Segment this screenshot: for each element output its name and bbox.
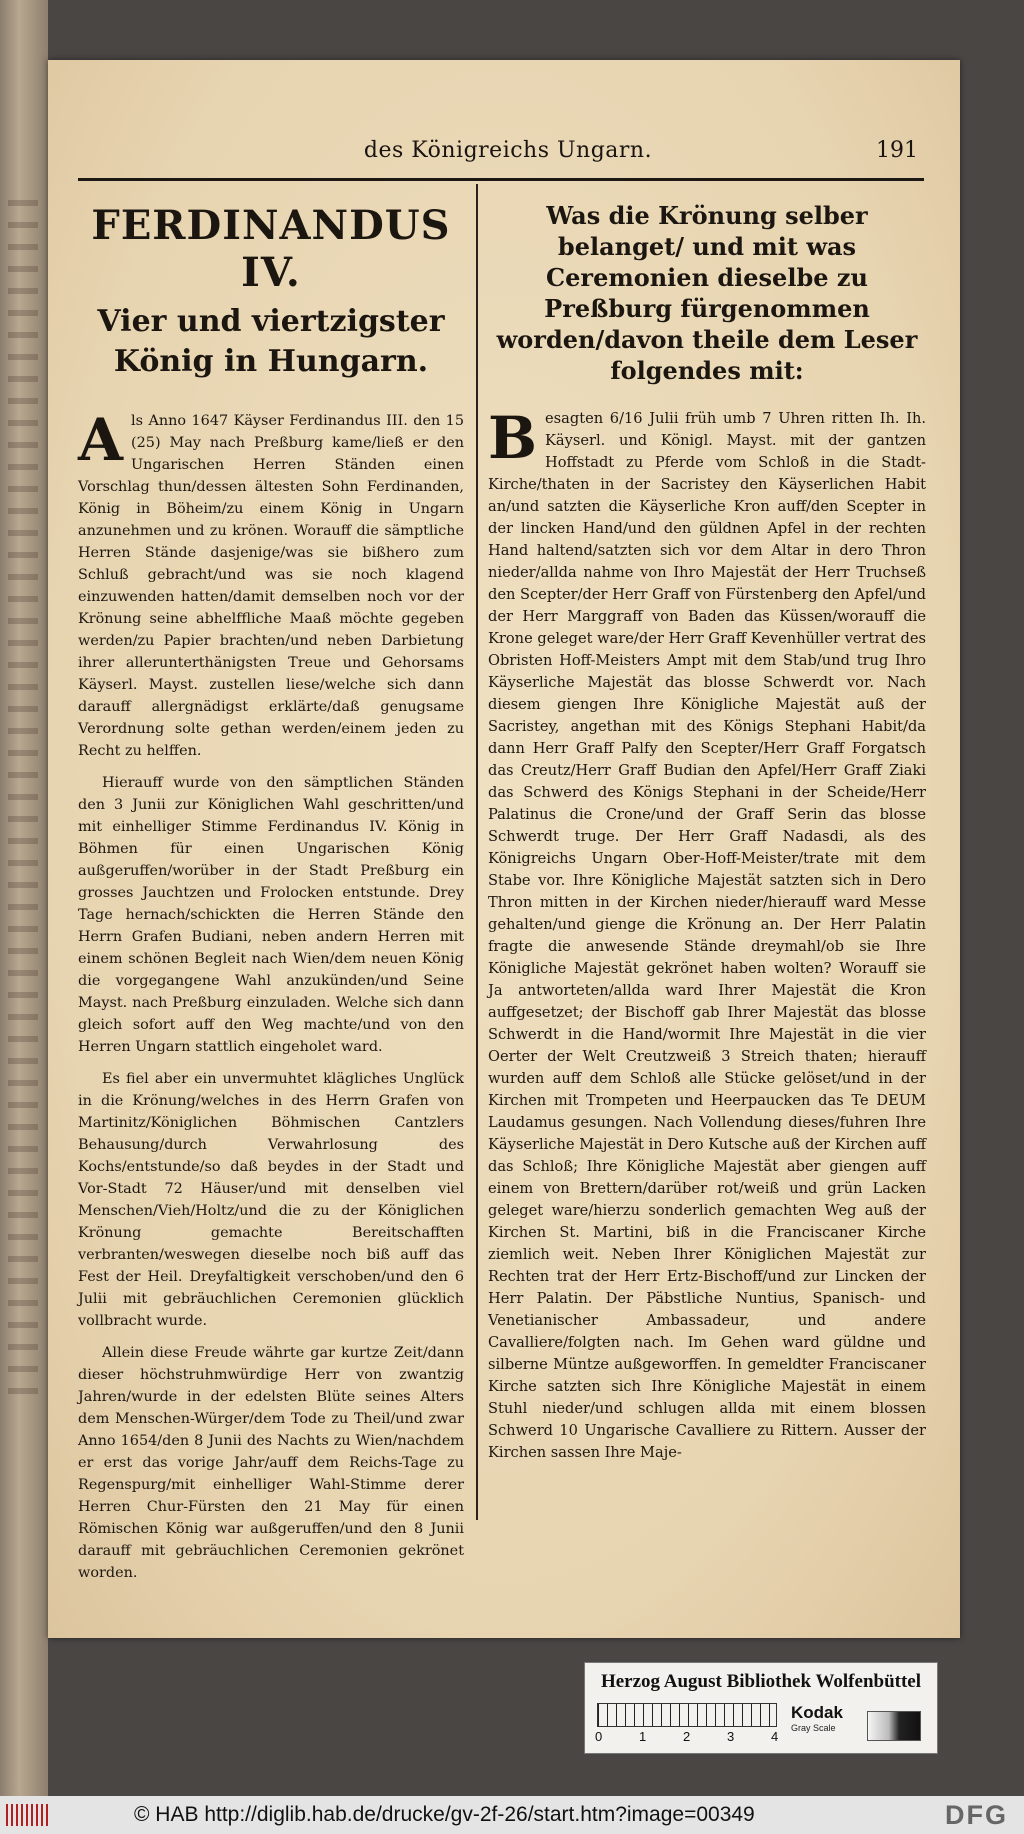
adjacent-page-edge xyxy=(0,0,48,1800)
gray-scale-swatch xyxy=(867,1711,921,1741)
paragraph-text: esagten 6/16 Julii früh umb 7 Uhren ritten Ih. Ih. Käyserl. und Königl. Mayst. mit der gantzen Hoffstadt zu Pferde vom Schloß in die Stadt-Kirche/thaten in der Sacristey den Käyserlichen Habit an/und satzten die Käyserliche Kron auff/den Scepter in der lincken Hand/und den güldnen Apfel in der rechten Hand haltend/satzten sich vor dem Altar in dero Thron nieder/allda nahme von Ihro Majestät der Herr Truchseß den Scepter/der Herr Graff von Fürstenberg den Apfel/und der Herr Marggraff von Baden das Küssen/worauff die Krone geleget ware/der Herr Graff Kevenhüller vertrat des Obristen Hoff-Meisters Ampt mit dem Stab/und trug Ihro Käyserliche Majestät das blosse Schwerdt vor. Nach diesem giengen Ihre Königliche Majestät auß der Sacristey, angethan mit des Königs Stephani Habit/da dann Herr Graff Palfy den Scepter/Herr Graff Forgatsch das Creutz/Herr Graff Budian den Apfel/Herr Graff Ziaki das Schwerd des Königs Stephani in der Scheide/Herr Palatinus die Crone/und der Graff Serin das blosse Schwerdt truge. Der Herr Graff Nadasdi, als des Königreichs Ungarn Ober-Hoff-Meister/trate mit dem Stabe vor. Ihre Königliche Majestät satzten sich in Dero Thron mitten in der Kirchen nieder/hierauff ward Messe gehalten/und gienge die Krönung an. Der Herr Palatin fragte die anwesende Stände dreymahl/ob sie Ihre Königliche Majestät gekrönet haben wolten? Worauff sie Ja antworteten/allda ward Ihrer Majestät die Kron auffgesetzet; der Bischoff gab Ihrer Majestät das blosse Schwerdt in die Hand/wormit Ihre Majestät in die vier Oerter der Welt Creutzweiß 3 Streich thaten; hierauff wurden auff dem Schloß alle Stücke gelöset/und in der Kirchen mit Trompeten und Heerpaucken das Te DEUM Laudamus gesungen. Nach Vollendung dieses/fuhren Ihre Käyserliche Majestät in Dero Kutsche auß der Kirchen auff das Schloß; Ihre Königliche Majestät aber giengen auff einem von Brettern/darüber rot/weiß und grün Lacken geleget ware/hierzu sonderlich gemachten Weg auß der Kirchen St. Martini, biß in die Franciscaner Kirche ziemlich weit. Neben Ihrer Königlichen Majestät zur Rechten trat der Herr Ertz-Bischoff/und zur Lincken der Herr Palatin. Der Päbstliche Nuntius, Spanisch- und Venetianischer Ambassadeur, und andere Cavalliere/folgten nach. Im Gehen ward güldne und silberne Müntze außgeworffen. In gemeldter Franciscaner Kirche satzten sich Ihre Königliche Majestät in einem Stuhl nieder/und schlugen allda mit einem blossen Schwerd 10 Ungarische Cavalliere zu Rittern. Ausser der Kirchen sassen Ihre Maje- xyxy=(488,410,927,1461)
paragraph: Hierauff wurde von den sämptlichen Ständen den 3 Junii zur Königlichen Wahl geschritten/und mit einhelliger Stimme Ferdinandus IV. König in Böhmen für einen Ungarischen König außgeruffen/worüber in der Stadt Preßburg ein grosses Jauchtzen und Frolocken entstunde. Drey Tage hernach/schickten die Herren Stände den Herrn Grafen Budiani, neben andern Herren mit einem schönen Begleit nach Wien/dem neuen König die vorgegangene Wahl anzukünden/und Seine Mayst. nach Preßburg einzuladen. Welche sich dann gleich sofort auff den Weg machte/und von den Herren Ungarn stattlich eingeholet ward. xyxy=(78,775,464,1055)
column-divider xyxy=(476,184,478,1520)
page-header xyxy=(48,138,960,174)
paragraph xyxy=(488,404,927,1464)
drop-cap: A xyxy=(78,406,124,474)
drop-cap: B xyxy=(488,404,538,472)
scale-number: 2 xyxy=(683,1729,691,1744)
dfg-logo: DFG xyxy=(945,1800,1008,1830)
library-color-card xyxy=(584,1662,938,1754)
measurement-scale xyxy=(597,1703,777,1727)
paragraph-text: ls Anno 1647 Käyser Ferdinandus III. den 15 (25) May nach Preßburg kame/ließ er den Ungarischen Herren Ständen einen Vorschlag thun/dessen ältesten Sohn Ferdinanden, König in Böheim/zu einem König in Ungarn anzunehmen und zu krönen. Worauff die sämptliche Herren Stände dasjenige/was sie bißhero zum Schluß gebracht/und was sie noch klagend einzuwenden hatten/damit demselben noch vor der Krönung seine abhelffliche Maaß möchte gegeben werden/zu Papier brachten/und neben Darbietung ihrer allerunterthänigsten Treue und Gehorsams Käyserl. Mayst. zustellen liese/welche sich dann darauff allergnädigst erklärte/daß genugsame Verordnung solte gethan werden/einem jeden zu Recht zu helffen. xyxy=(78,413,464,759)
paragraph xyxy=(78,406,464,762)
scale-number: 4 xyxy=(771,1729,779,1744)
viewer-footer xyxy=(0,1796,1024,1834)
chapter-subtitle: Vier und viertzigster König in Hungarn. xyxy=(97,304,445,379)
scale-number: 0 xyxy=(595,1729,603,1744)
library-name: Herzog August Bibliothek Wolfenbüttel xyxy=(600,1671,922,1692)
kodak-brand: Kodak xyxy=(791,1703,843,1722)
paragraph: Es fiel aber ein unvermuhtet klägliches Unglück in die Krönung/welches in des Herrn Grafen von Martinitz/Königlichen Böhmischen Cantzlers Behausung/durch Verwahrlosung des Kochs/entstunde/so daß beydes in der Stadt und Vor-Stadt 72 Häuser/und mit denselben viel Menschen/Vieh/Holtz/und die zu der Königlichen Krönung gemachte Bereitschafften verbranten/weswegen dieselbe noch biß auff das Fest der Heil. Dreyfaltigkeit verschoben/und den 6 Julii mit gebräuchlichen Ceremonien glücklich vollbracht wurde. xyxy=(78,1071,464,1329)
running-head: des Königreichs Ungarn. xyxy=(363,138,653,163)
scale-numbers xyxy=(595,1729,785,1747)
kodak-gray-scale-label: Gray Scale xyxy=(791,1723,836,1733)
left-column xyxy=(78,190,464,1594)
paragraph: Allein diese Freude währte gar kurtze Zeit/dann dieser höchstruhmwürdige Herr von zwantzig Jahren/wurde in der edelsten Blüte seines Alters dem Menschen-Würger/dem Tode zu Theil/und zwar Anno 1654/den 8 Junii des Nachts zu Wien/nachdem er erst das vorige Jahr/auff dem Reichs-Tage zu Regenspurg/mit einhelliger Wahl-Stimme derer Herren Chur-Fürsten den 21 May für einen Römischen König war außgeruffen/und den 8 Junii darauff mit gebräuchlichen Ceremonien gekrönet worden. xyxy=(78,1345,464,1581)
right-column xyxy=(488,190,926,1474)
section-heading: Was die Krönung selber belanget/ und mit was Ceremonien dieselbe zu Preßburg fürgenommen worden/davon theile dem Leser folgendes mit: xyxy=(496,201,918,385)
hab-logo-icon xyxy=(6,1804,50,1826)
chapter-title: FERDINANDUS IV. xyxy=(91,202,451,296)
header-rule xyxy=(78,178,924,181)
scale-number: 3 xyxy=(727,1729,735,1744)
source-link[interactable]: © HAB http://diglib.hab.de/drucke/gv-2f-26/start.htm?image=00349 xyxy=(134,1803,755,1826)
scale-number: 1 xyxy=(639,1729,647,1744)
page-number: 191 xyxy=(876,138,918,163)
book-page xyxy=(48,60,960,1638)
